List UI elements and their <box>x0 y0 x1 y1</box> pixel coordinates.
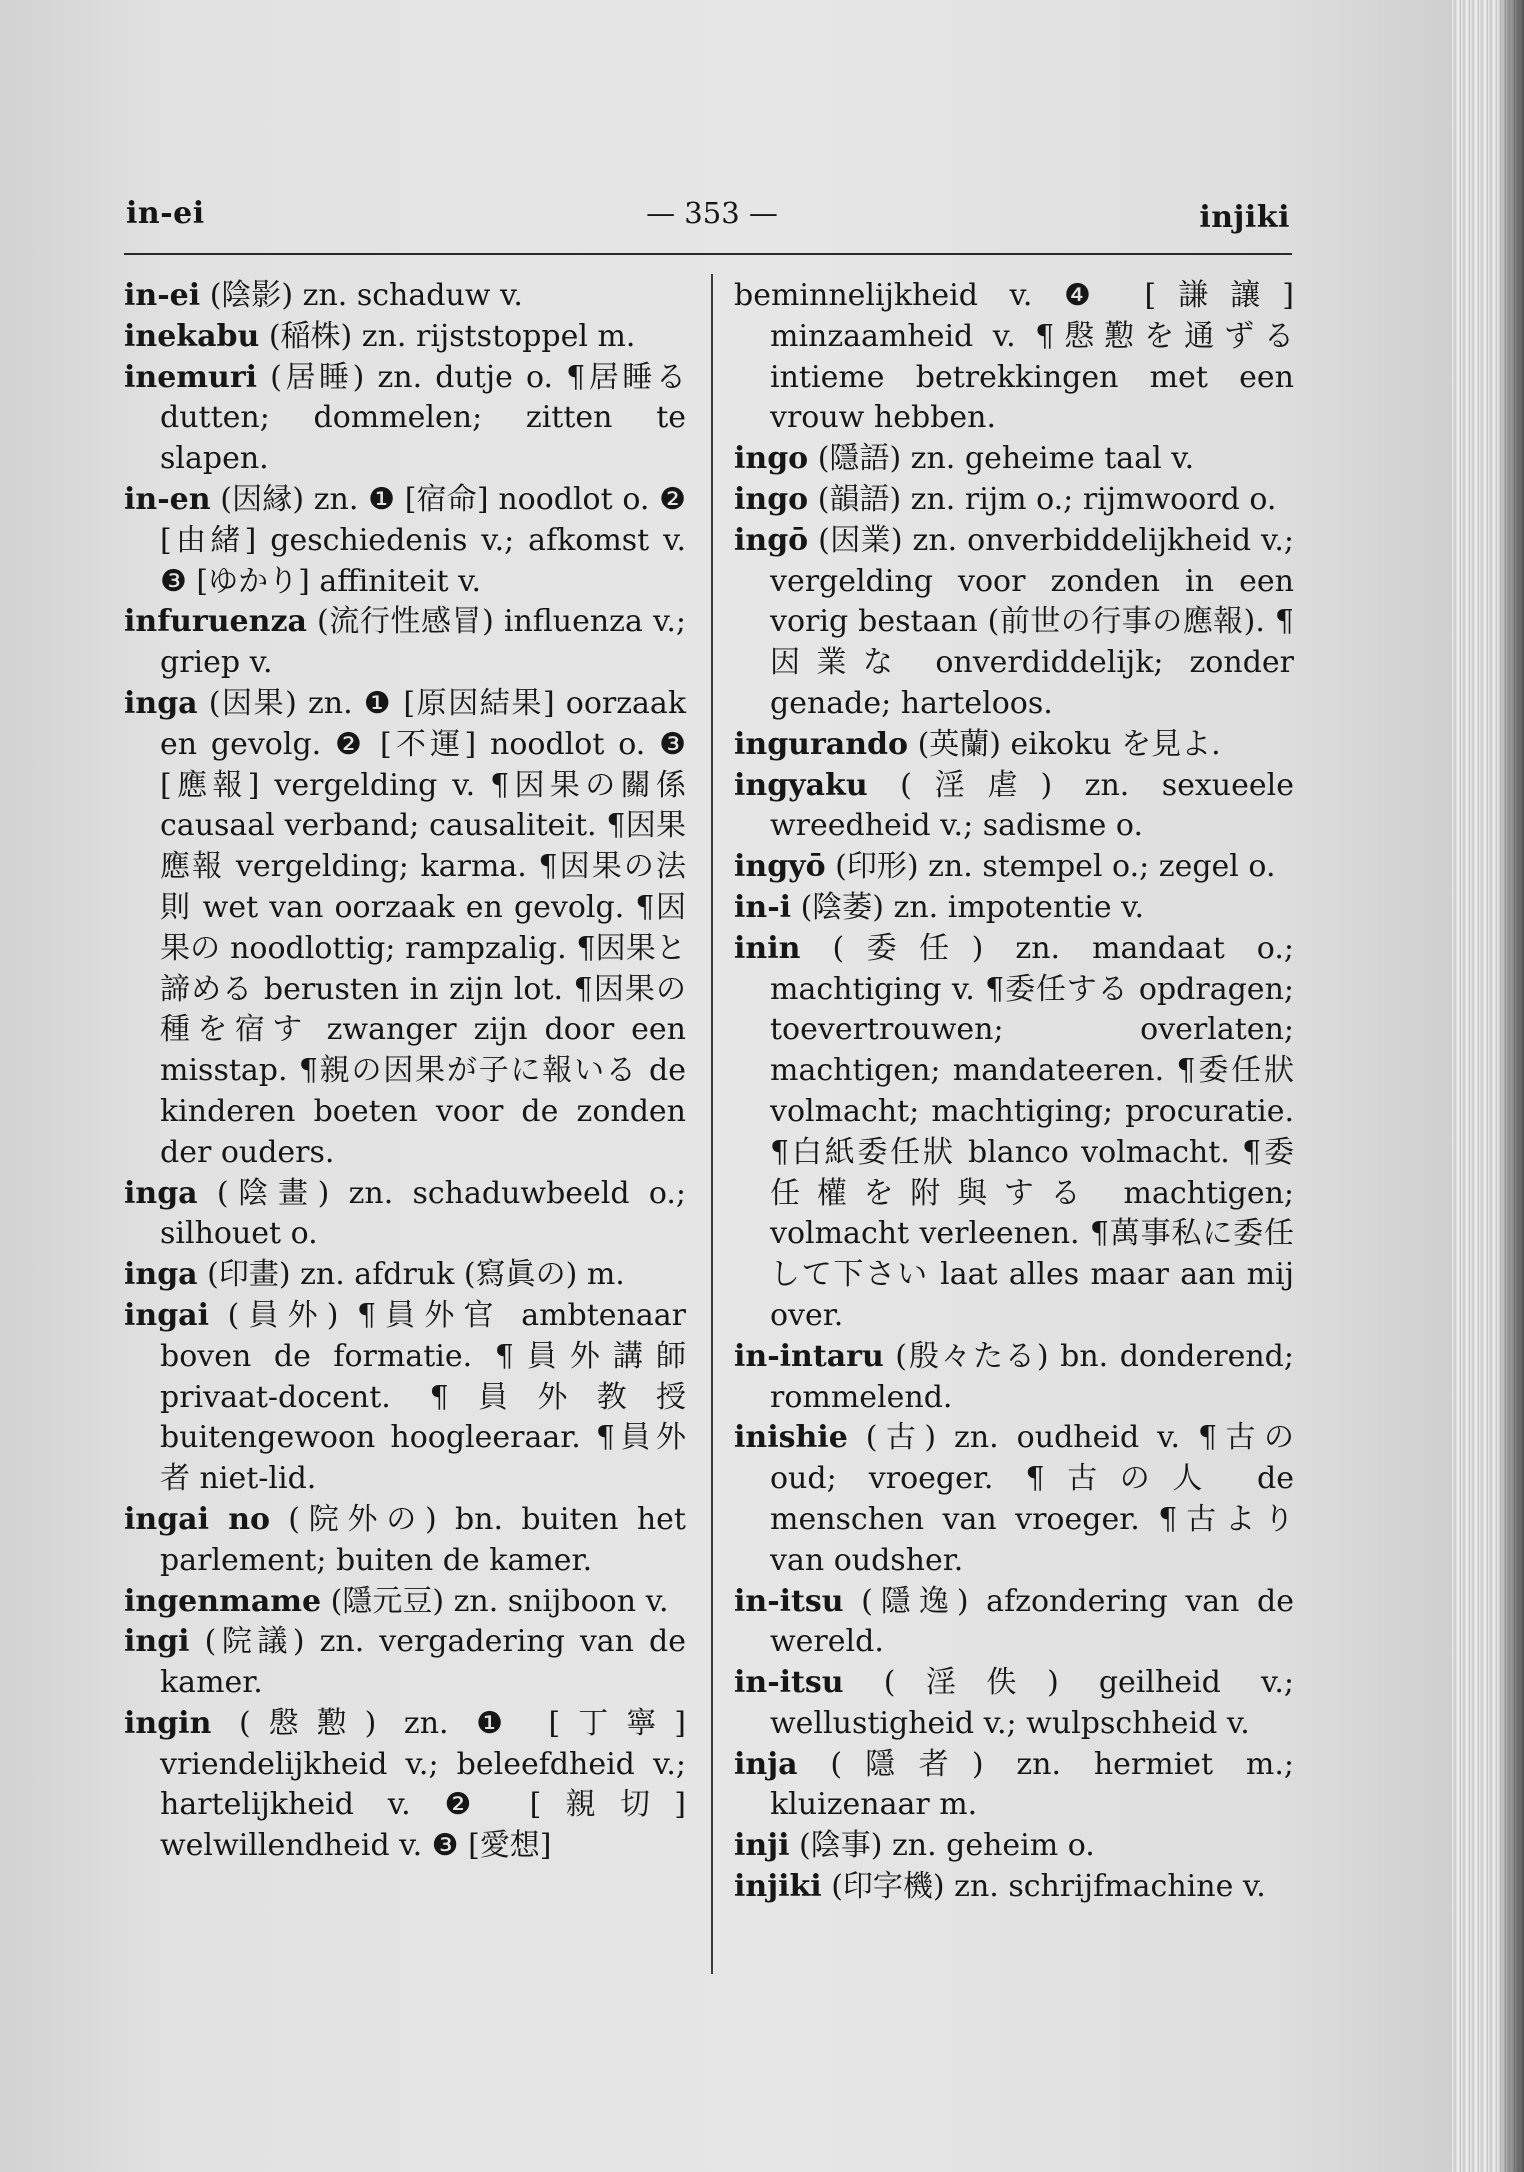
headword: infuruenza <box>124 604 307 640</box>
entry-body: (隱語) zn. geheime taal v. <box>808 441 1195 477</box>
entry-body: (隱者) zn. hermiet m.; kluizenaar m. <box>770 1746 1294 1823</box>
entry-body: (因果) zn. ❶ [原因結果] oorzaak en gevolg. ❷ [不運] noodlot o. ❸ [應報] vergelding v. ¶因果の關係 causaal verband; causaliteit. ¶因果應報 vergelding; karma. ¶因果の法則 wet van oorzaak en gevolg. ¶因果の noodlottig; rampzalig. ¶因果と諦める berusten in zijn lot. ¶因果の種を宿す zwanger zijn door een misstap. ¶親の因果が子に報いる de kinderen boeten voor de zonden der ouders. <box>160 685 686 1170</box>
page-edge-shadow <box>1500 0 1524 2172</box>
dictionary-entry <box>734 1418 1294 1581</box>
headword: ingō <box>734 522 809 558</box>
column-divider <box>711 274 713 1974</box>
headword: ingo <box>734 441 809 477</box>
dictionary-entry <box>124 684 686 1174</box>
dictionary-entry <box>124 317 686 358</box>
entry-body: (委任) zn. mandaat o.; machtiging v. ¶委任する opdragen; toevertrouwen; overlaten; machtigen; mandateeren. ¶委任狀 volmacht; machtiging; procuratie. ¶白紙委任狀 blanco volmacht. ¶委任權を附與する machtigen; volmacht verleenen. ¶萬事私に委任して下さい laat alles maar aan mij over. <box>770 930 1294 1333</box>
dictionary-entry <box>734 847 1294 888</box>
entry-body: (陰影) zn. schaduw v. <box>200 278 523 313</box>
headword: ingi <box>124 1624 190 1660</box>
dictionary-entry <box>734 725 1294 766</box>
dictionary-entry <box>124 1174 686 1256</box>
dictionary-entry <box>124 1622 686 1704</box>
left-column <box>124 276 686 1867</box>
left-guide-word: in-ei <box>126 196 205 231</box>
page-number: — 353 — <box>646 196 778 230</box>
dictionary-entry <box>734 1663 1294 1745</box>
headword: inji <box>734 1828 790 1864</box>
entry-body: (印字機) zn. schrijfmachine v. <box>821 1869 1266 1905</box>
headword: inga <box>124 685 198 721</box>
headword: inishie <box>734 1420 848 1456</box>
dictionary-entry <box>124 1704 686 1867</box>
headword: ingenmame <box>124 1583 322 1619</box>
dictionary-entry <box>124 1255 686 1296</box>
headword: ingai <box>124 1297 210 1333</box>
entry-body: (居睡) zn. dutje o. ¶居睡る dutten; dommelen; zitten te slapen. <box>160 359 686 477</box>
headword: in-en <box>124 481 211 517</box>
headword: in-ei <box>124 278 201 313</box>
headword: inin <box>734 930 801 966</box>
dictionary-entry <box>124 602 686 684</box>
entry-body: (院議) zn. vergadering van de kamer. <box>160 1624 686 1701</box>
dictionary-entry <box>734 480 1294 521</box>
entry-body: (印形) zn. stempel o.; zegel o. <box>825 849 1276 885</box>
dictionary-entry <box>124 1582 686 1623</box>
dictionary-entry <box>124 1296 686 1500</box>
entry-body: (殷々たる) bn. donderend; rommelend. <box>770 1338 1294 1415</box>
entry-body: (淫佚) geilheid v.; wellustigheid v.; wulpschheid v. <box>770 1665 1294 1741</box>
entry-body: (慇懃) zn. ❶ [丁寧] vriendelijkheid v.; beleefdheid v.; hartelijkheid v. ❷ [親切] welwillendheid v. ❸ [愛想] <box>160 1705 686 1864</box>
entry-body: (因業) zn. onverbiddelijkheid v.; vergelding voor zonden in een vorig bestaan (前世の行事の應報). ¶因業な onverdiddelijk; zonder genade; harteloos. <box>770 522 1294 721</box>
entry-body: (員外) ¶員外官 ambtenaar boven de formatie. ¶員外講師 privaat-docent. ¶員外教授 buitengewoon hoogleeraar. ¶員外者 niet-lid. <box>160 1297 686 1497</box>
entry-body: (隱逸) afzondering van de wereld. <box>770 1583 1294 1660</box>
entry-body: (隱元豆) zn. snijboon v. <box>321 1583 669 1619</box>
headword: in-i <box>734 889 792 925</box>
entry-body: (因縁) zn. ❶ [宿命] noodlot o. ❷ [由緒] geschiedenis v.; afkomst v. ❸ [ゆかり] affiniteit v. <box>160 481 686 599</box>
dictionary-entry <box>734 1745 1294 1827</box>
headword: injiki <box>734 1869 822 1905</box>
headword: ingai no <box>124 1501 271 1537</box>
dictionary-entry <box>734 1826 1294 1867</box>
headword: ingin <box>124 1705 212 1741</box>
dictionary-entry <box>124 358 686 480</box>
entry-body: (韻語) zn. rijm o.; rijmwoord o. <box>808 481 1277 517</box>
headword: in-itsu <box>734 1583 844 1619</box>
entry-body: (印畫) zn. afdruk (寫眞の) m. <box>197 1257 625 1293</box>
dictionary-entry <box>734 521 1294 725</box>
entry-body: (稲株) zn. rijststoppel m. <box>259 318 636 354</box>
headword: inemuri <box>124 359 258 395</box>
entry-body: beminnelijkheid v. ❹ [謙讓] minzaamheid v. ¶慇懃を通ずる intieme betrekkingen met een vrouw hebben. <box>734 278 1294 436</box>
headword: ingyō <box>734 849 826 885</box>
right-guide-word: injiki <box>1199 200 1290 235</box>
entry-body: (陰事) zn. geheim o. <box>789 1828 1095 1864</box>
entry-body: (淫虐) zn. sexueele wreedheid v.; sadisme o. <box>770 767 1294 844</box>
entry-body: (古) zn. oudheid v. ¶古の oud; vroeger. ¶古の人 de menschen van vroeger. ¶古より van oudsher. <box>770 1420 1294 1578</box>
dictionary-entry <box>734 276 1294 439</box>
headword: in-intaru <box>734 1338 884 1374</box>
dictionary-entry <box>124 1500 686 1582</box>
headword: in-itsu <box>734 1665 844 1701</box>
dictionary-entry <box>124 480 686 602</box>
headword: inja <box>734 1746 798 1782</box>
dictionary-entry <box>734 439 1294 480</box>
entry-body: (英蘭) eikoku を見よ. <box>908 726 1221 762</box>
entry-body: (陰畫) zn. schaduwbeeld o.; silhouet o. <box>160 1175 686 1252</box>
dictionary-entry <box>734 1337 1294 1419</box>
entry-body: (流行性感冒) influenza v.; griep v. <box>160 604 686 681</box>
dictionary-entry <box>734 766 1294 848</box>
headword: ingurando <box>734 726 909 762</box>
headword: inga <box>124 1175 198 1211</box>
right-column <box>734 276 1294 1908</box>
headword: ingo <box>734 481 809 517</box>
dictionary-entry <box>734 1867 1294 1908</box>
entry-body: (陰萎) zn. impotentie v. <box>791 889 1145 925</box>
dictionary-entry <box>734 1582 1294 1664</box>
headword: inekabu <box>124 318 260 354</box>
headword: inga <box>124 1257 198 1293</box>
headword: ingyaku <box>734 767 868 803</box>
entry-body: (院外の) bn. buiten het parlement; buiten de kamer. <box>160 1501 686 1578</box>
header-rule <box>124 253 1292 255</box>
dictionary-entry <box>124 276 686 317</box>
dictionary-entry <box>734 888 1294 929</box>
dictionary-entry <box>734 929 1294 1337</box>
